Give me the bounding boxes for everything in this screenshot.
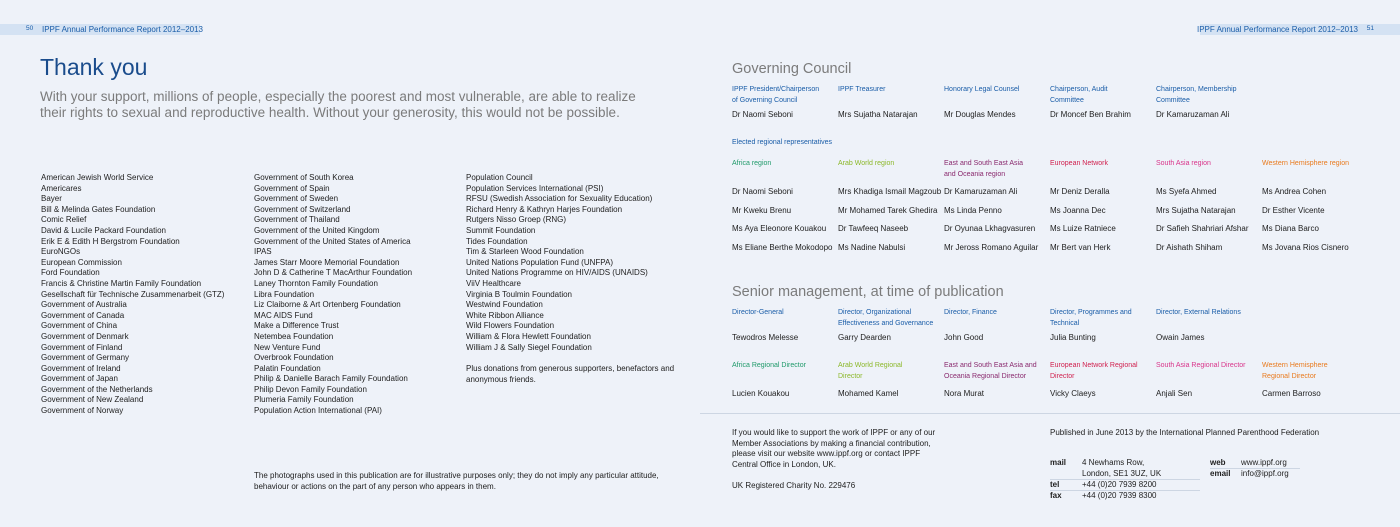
donor-item: Government of the United States of America (254, 236, 411, 246)
running-head: IPPF Annual Performance Report 2012–2013 (1197, 25, 1358, 34)
photo-disclaimer: The photographs used in this publication are for illustrative purposes only; they do not imply any particular attitude, behaviour or actions on the part of any person who appears in them. (254, 471, 659, 491)
region-member: Ms Joanna Dec (1050, 205, 1106, 215)
regional-director-name: Mohamed Kamel (838, 389, 899, 398)
running-head: IPPF Annual Performance Report 2012–2013 (42, 25, 203, 34)
donor-item: Government of Finland (41, 342, 123, 352)
director-name: John Good (944, 333, 984, 342)
fax-value: +44 (0)20 7939 8300 (1082, 491, 1157, 500)
governing-council-title: Governing Council (732, 61, 852, 77)
donor-item: IPAS (254, 247, 272, 257)
region-member: Dr Oyunaa Lkhagvasuren (944, 224, 1036, 233)
region-member: Mr Kweku Brenu (732, 205, 792, 215)
region-member: Mrs Sujatha Natarajan (1156, 205, 1236, 215)
region-member: Ms Diana Barco (1262, 224, 1319, 233)
officer-name: Dr Naomi Seboni (732, 110, 793, 119)
officer-role: Honorary Legal Counsel (944, 86, 1020, 93)
donor-item: Palatin Foundation (254, 363, 321, 373)
regional-director-role: Arab World Regional Director (838, 362, 903, 380)
donor-item: Westwind Foundation (466, 300, 543, 310)
donor-item: Ford Foundation (41, 268, 100, 278)
director-name: Owain James (1156, 333, 1205, 342)
donor-item: Gesellschaft für Technische Zusammenarbeit (GTZ) (41, 289, 225, 299)
donor-item: Rutgers Nisso Groep (RNG) (466, 215, 567, 225)
donor-item: Wild Flowers Foundation (466, 321, 555, 331)
donor-item: Government of Spain (254, 183, 330, 193)
region-member: Ms Linda Penno (944, 205, 1002, 215)
region-name: Africa region (732, 160, 772, 167)
intro-text: With your support, millions of people, especially the poorest and most vulnerable, are able to realize their rights to sexual and reproductive health. Without your generosity, this would not be possible. (40, 89, 636, 120)
region-member: Dr Aishath Shiham (1156, 242, 1223, 252)
donor-list-col2 (254, 173, 412, 417)
regional-director-name: Lucien Kouakou (732, 389, 790, 398)
donor-item: Government of Canada (41, 310, 125, 320)
donor-item: ViiV Healthcare (466, 278, 521, 288)
region-member: Dr Tawfeeq Naseeb (838, 224, 909, 233)
region-member: Ms Syefa Ahmed (1156, 187, 1217, 196)
donor-item: Make a Difference Trust (254, 321, 339, 331)
donor-item: Liz Claiborne & Art Ortenberg Foundation (254, 300, 401, 310)
donor-item: Laney Thornton Family Foundation (254, 278, 378, 288)
donor-item: Overbrook Foundation (254, 353, 334, 363)
page-number: 51 (1366, 25, 1374, 32)
officer-role: Chairperson, Membership Committee (1156, 86, 1237, 104)
donor-item: William & Flora Hewlett Foundation (466, 331, 591, 341)
donor-item: Government of Switzerland (254, 204, 351, 214)
donor-item: James Starr Moore Memorial Foundation (254, 257, 400, 267)
region-member: Dr Safieh Shahriari Afshar (1156, 224, 1249, 233)
regional-director-role: Western Hemisphere Regional Director (1262, 362, 1328, 380)
region-member: Mr Deniz Deralla (1050, 187, 1110, 196)
donor-item: Government of Ireland (41, 363, 121, 373)
donor-item: White Ribbon Alliance (466, 310, 544, 320)
donor-item: United Nations Programme on HIV/AIDS (UNAIDS) (466, 268, 648, 278)
donor-item: Government of the Netherlands (41, 384, 153, 394)
region-member: Ms Nadine Nabulsi (838, 242, 906, 252)
region-member: Dr Esther Vicente (1262, 205, 1325, 215)
director-role: Director, External Relations (1156, 309, 1241, 316)
donor-item: United Nations Population Fund (UNFPA) (466, 257, 614, 267)
donor-list-col3 (466, 173, 652, 353)
officer-role: IPPF Treasurer (838, 86, 886, 93)
officer-role: Chairperson, Audit Committee (1050, 86, 1108, 104)
officer-name: Dr Moncef Ben Brahim (1050, 110, 1131, 119)
region-member: Mr Mohamed Tarek Ghedira (838, 205, 938, 215)
donor-item: Philip Devon Family Foundation (254, 384, 367, 394)
regional-director-name: Carmen Barroso (1262, 389, 1321, 398)
region-name: East and South East Asia and Oceania region (944, 160, 1023, 178)
donor-item: Tides Foundation (466, 236, 528, 246)
support-text: If you would like to support the work of IPPF or any of our Member Associations by making a financial contribution, please visit our website www.ippf.org or contact IPPF Central Office in London, UK. (732, 428, 936, 469)
donor-item: EuroNGOs (41, 247, 81, 257)
donor-item: Netembea Foundation (254, 331, 334, 341)
right-page (700, 0, 1400, 527)
region-name: Arab World region (838, 160, 895, 167)
director-name: Julia Bunting (1050, 333, 1096, 342)
officer-name: Mrs Sujatha Natarajan (838, 110, 918, 119)
tel-label: tel (1050, 480, 1060, 489)
donor-item: Philip & Danielle Barach Family Foundation (254, 374, 408, 384)
mail-line2: London, SE1 3UZ, UK (1082, 469, 1162, 478)
donor-item: Government of Australia (41, 300, 127, 310)
region-member: Mrs Khadiga Ismail Magzoub (838, 187, 942, 196)
donor-item: Population Action International (PAI) (254, 406, 382, 416)
donor-item: Government of Sweden (254, 194, 339, 204)
web-value[interactable]: www.ippf.org (1241, 458, 1287, 467)
regional-director-role: European Network Regional Director (1050, 362, 1138, 380)
regional-director-role: East and South East Asia and Oceania Regional Director (944, 362, 1037, 380)
donor-item: Government of Japan (41, 374, 118, 384)
tel-value: +44 (0)20 7939 8200 (1082, 480, 1157, 489)
donor-item: William J & Sally Siegel Foundation (466, 342, 592, 352)
region-member: Ms Aya Eleonore Kouakou (732, 224, 827, 233)
donor-item: RFSU (Swedish Association for Sexuality Education) (466, 194, 653, 204)
donor-item: Government of South Korea (254, 173, 354, 182)
donor-item: Government of the United Kingdom (254, 225, 380, 235)
donor-item: Tim & Starleen Wood Foundation (466, 247, 584, 257)
region-member: Mr Bert van Herk (1050, 242, 1111, 252)
donor-item: John D & Catherine T MacArthur Foundation (254, 268, 413, 278)
donor-item: Summit Foundation (466, 225, 536, 235)
senior-management-title: Senior management, at time of publication (732, 284, 1004, 300)
email-value[interactable]: info@ippf.org (1241, 469, 1289, 478)
plus-donations: Plus donations from generous supporters, benefactors and anonymous friends. (466, 364, 675, 384)
elected-label: Elected regional representatives (732, 139, 833, 146)
director-role: Director, Organizational Effectiveness and Governance (838, 309, 934, 327)
donor-item: Government of Thailand (254, 215, 340, 225)
donor-item: Americares (41, 183, 82, 193)
region-member: Dr Kamaruzaman Ali (944, 187, 1018, 196)
regional-director-name: Anjali Sen (1156, 389, 1193, 398)
donor-item: Bayer (41, 194, 62, 204)
region-member: Ms Luize Ratniece (1050, 224, 1116, 233)
donor-item: Plumeria Family Foundation (254, 395, 354, 405)
donor-item: European Commission (41, 257, 122, 267)
region-name: Western Hemisphere region (1262, 160, 1350, 167)
charity-number: UK Registered Charity No. 229476 (732, 481, 856, 490)
region-name: South Asia region (1156, 160, 1211, 167)
donor-item: David & Lucile Packard Foundation (41, 225, 166, 235)
regional-director-name: Nora Murat (944, 389, 985, 398)
officer-name: Dr Kamaruzaman Ali (1156, 110, 1230, 119)
web-label: web (1210, 458, 1226, 467)
director-role: Director-General (732, 309, 784, 316)
email-label: email (1210, 469, 1231, 478)
divider (700, 413, 1400, 414)
donor-item: Government of Germany (41, 353, 130, 363)
officer-role: IPPF President/Chairperson of Governing Council (732, 86, 820, 104)
mail-label: mail (1050, 458, 1067, 467)
donor-item: Government of New Zealand (41, 395, 144, 405)
donor-item: MAC AIDS Fund (254, 310, 313, 320)
fax-label: fax (1050, 491, 1062, 500)
officer-name: Mr Douglas Mendes (944, 110, 1016, 119)
region-member: Ms Eliane Berthe Mokodopo (732, 242, 833, 252)
published-note: Published in June 2013 by the International Planned Parenthood Federation (1050, 428, 1320, 437)
region-member: Ms Andrea Cohen (1262, 187, 1327, 196)
donor-item: Government of China (41, 321, 118, 331)
region-name: European Network (1050, 160, 1108, 167)
donor-item: Virginia B Toulmin Foundation (466, 289, 572, 299)
regional-director-role: South Asia Regional Director (1156, 362, 1246, 369)
region-member: Mr Jeross Romano Aguilar (944, 242, 1039, 252)
donor-item: Population Council (466, 173, 533, 182)
donor-item: Government of Norway (41, 406, 124, 416)
donor-item: Population Services International (PSI) (466, 183, 604, 193)
page-title: Thank you (40, 54, 148, 80)
donor-item: New Venture Fund (254, 342, 321, 352)
director-name: Garry Dearden (838, 333, 891, 342)
donor-item: American Jewish World Service (41, 173, 154, 182)
page-number: 50 (26, 25, 34, 32)
donor-item: Erik E & Edith H Bergstrom Foundation (41, 236, 180, 246)
donor-item: Government of Denmark (41, 331, 129, 341)
donor-item: Richard Henry & Kathryn Harjes Foundation (466, 204, 623, 214)
regional-director-name: Vicky Claeys (1050, 389, 1096, 398)
donor-item: Francis & Christine Martin Family Foundation (41, 278, 202, 288)
mail-line1: 4 Newhams Row, (1082, 458, 1145, 467)
donor-item: Bill & Melinda Gates Foundation (41, 204, 156, 214)
donor-list-col1 (41, 173, 224, 417)
director-name: Tewodros Melesse (732, 333, 799, 342)
region-member: Ms Jovana Rios Cisnero (1262, 242, 1349, 252)
regional-director-role: Africa Regional Director (732, 362, 806, 369)
donor-item: Libra Foundation (254, 289, 315, 299)
director-role: Director, Finance (944, 309, 997, 316)
donor-item: Comic Relief (41, 215, 87, 225)
region-member: Dr Naomi Seboni (732, 187, 793, 196)
director-role: Director, Programmes and Technical (1050, 309, 1132, 327)
